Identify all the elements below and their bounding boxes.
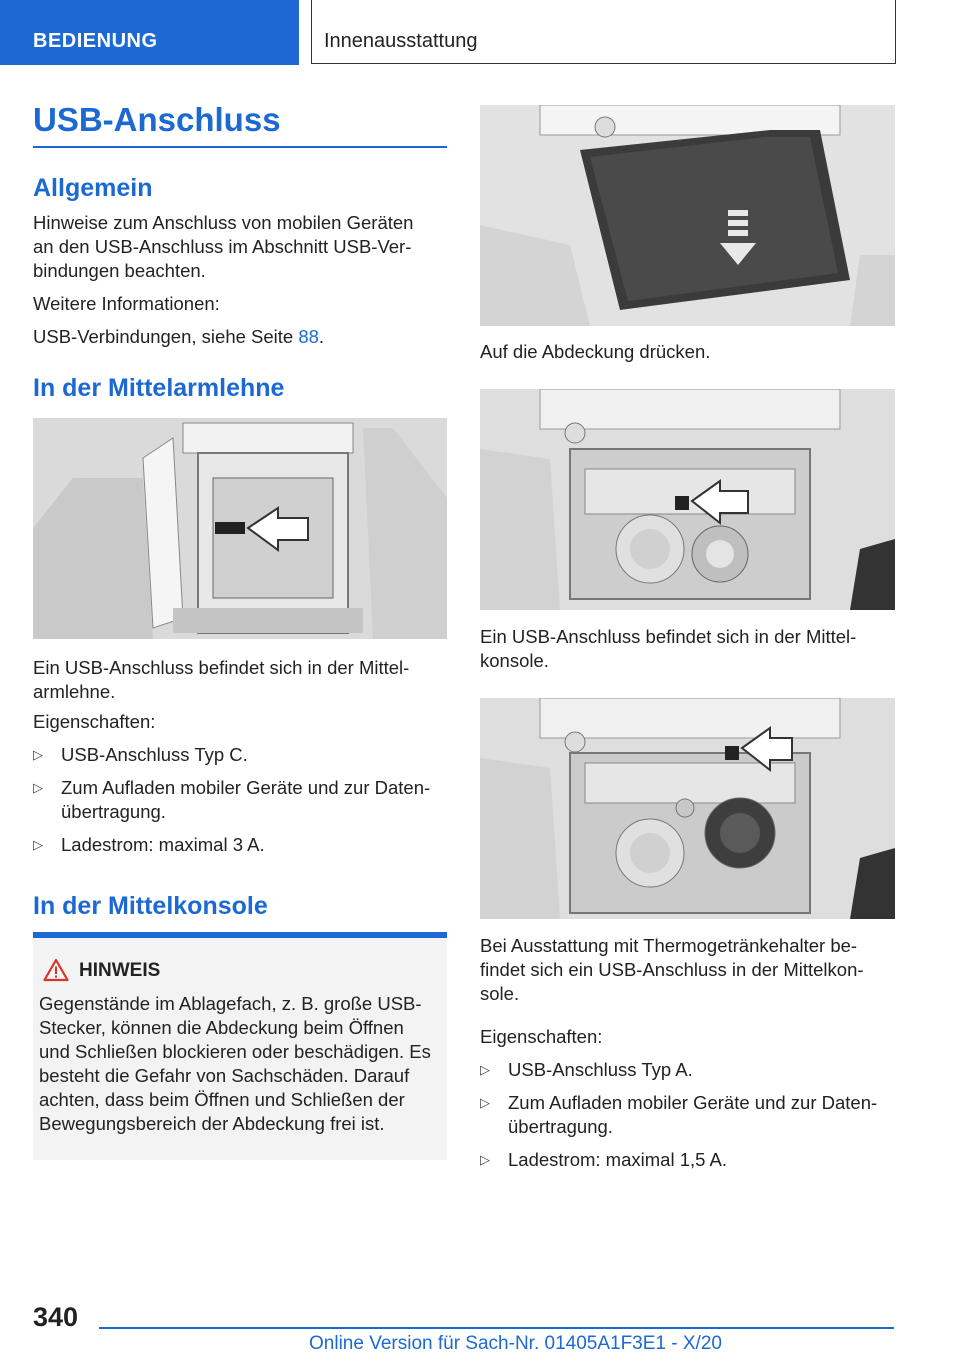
bullet-icon: ▷ xyxy=(480,1095,490,1110)
caption-line: Ein USB-Anschluss befindet sich in der Mittel- xyxy=(33,657,410,678)
page-number: 340 xyxy=(33,1302,79,1332)
more-info-label: Weitere Informationen: xyxy=(33,293,220,314)
notice-line: achten, dass beim Öffnen und Schließen der xyxy=(39,1089,405,1110)
cover-caption: Auf die Abdeckung drücken. xyxy=(480,341,711,362)
warning-triangle-icon xyxy=(43,958,69,982)
armrest-usb-image xyxy=(33,418,447,639)
thermo-caption xyxy=(480,934,900,1006)
general-line: bindungen beachten. xyxy=(33,260,206,281)
armrest-caption xyxy=(33,656,453,704)
title-underline xyxy=(33,146,447,148)
bullet-icon: ▷ xyxy=(480,1062,490,1077)
footer-rule xyxy=(99,1327,894,1329)
reference-end: . xyxy=(318,326,325,347)
heading-armrest: In der Mittelarmlehne xyxy=(33,374,285,402)
page-title: USB-Anschluss xyxy=(33,101,281,138)
bullet-icon: ▷ xyxy=(33,837,43,852)
chapter-label: Innenausstattung xyxy=(324,30,478,52)
notice-line: Stecker, können die Abdeckung beim Öffnen xyxy=(39,1017,404,1038)
armrest-props-label: Eigenschaften: xyxy=(33,711,156,732)
list-item-text: USB-Anschluss Typ A. xyxy=(508,1059,693,1080)
list-item-text: USB-Anschluss Typ C. xyxy=(61,744,248,765)
caption-line: Bei Ausstattung mit Thermogetränkehalter be- xyxy=(480,935,858,956)
page-link[interactable]: 88 xyxy=(298,326,319,347)
heading-general: Allgemein xyxy=(33,174,153,202)
thermo-holder-usb-image xyxy=(480,698,895,919)
caption-line: sole. xyxy=(480,983,520,1004)
list-item-text: Ladestrom: maximal 3 A. xyxy=(61,834,265,855)
caption-line: konsole. xyxy=(480,650,549,671)
console-caption xyxy=(480,625,900,673)
list-item-text: Ladestrom: maximal 1,5 A. xyxy=(508,1149,728,1170)
notice-top-bar xyxy=(33,932,447,938)
notice-line: Bewegungsbereich der Abdeckung frei ist. xyxy=(39,1113,385,1134)
cover-press-image xyxy=(480,105,895,326)
notice-line: und Schließen blockieren oder beschädigen. Es xyxy=(39,1041,431,1062)
caption-line: findet sich ein USB-Anschluss in der Mittelkon- xyxy=(480,959,864,980)
reference-text: USB-Verbindungen, siehe Seite xyxy=(33,326,299,347)
general-line: Hinweise zum Anschluss von mobilen Geräten xyxy=(33,212,414,233)
notice-body xyxy=(39,992,445,1136)
bullet-icon: ▷ xyxy=(33,780,43,795)
console-props-label: Eigenschaften: xyxy=(480,1026,603,1047)
bullet-icon: ▷ xyxy=(33,747,43,762)
notice-title: HINWEIS xyxy=(79,960,161,981)
cross-reference xyxy=(33,325,324,349)
caption-line: Ein USB-Anschluss befindet sich in der Mittel- xyxy=(480,626,857,647)
list-item-text: übertragung. xyxy=(508,1116,613,1137)
notice-box xyxy=(33,932,447,1160)
console-usb-image xyxy=(480,389,895,610)
list-item-text: Zum Aufladen mobiler Geräte und zur Daten- xyxy=(61,777,431,798)
general-text xyxy=(33,211,453,283)
chapter-header xyxy=(311,0,896,64)
caption-line: armlehne. xyxy=(33,681,116,702)
section-tab xyxy=(0,0,299,65)
list-item-text: Zum Aufladen mobiler Geräte und zur Daten- xyxy=(508,1092,878,1113)
heading-console: In der Mittelkonsole xyxy=(33,892,268,920)
general-line: an den USB-Anschluss im Abschnitt USB-Ver- xyxy=(33,236,412,257)
footer-text: Online Version für Sach-Nr. 01405A1F3E1 - X/20 xyxy=(309,1333,722,1354)
bullet-icon: ▷ xyxy=(480,1152,490,1167)
section-label: BEDIENUNG xyxy=(33,30,158,52)
list-item-text: übertragung. xyxy=(61,801,166,822)
notice-line: Gegenstände im Ablagefach, z. B. große USB- xyxy=(39,993,422,1014)
notice-line: besteht die Gefahr von Sachschäden. Darauf xyxy=(39,1065,410,1086)
